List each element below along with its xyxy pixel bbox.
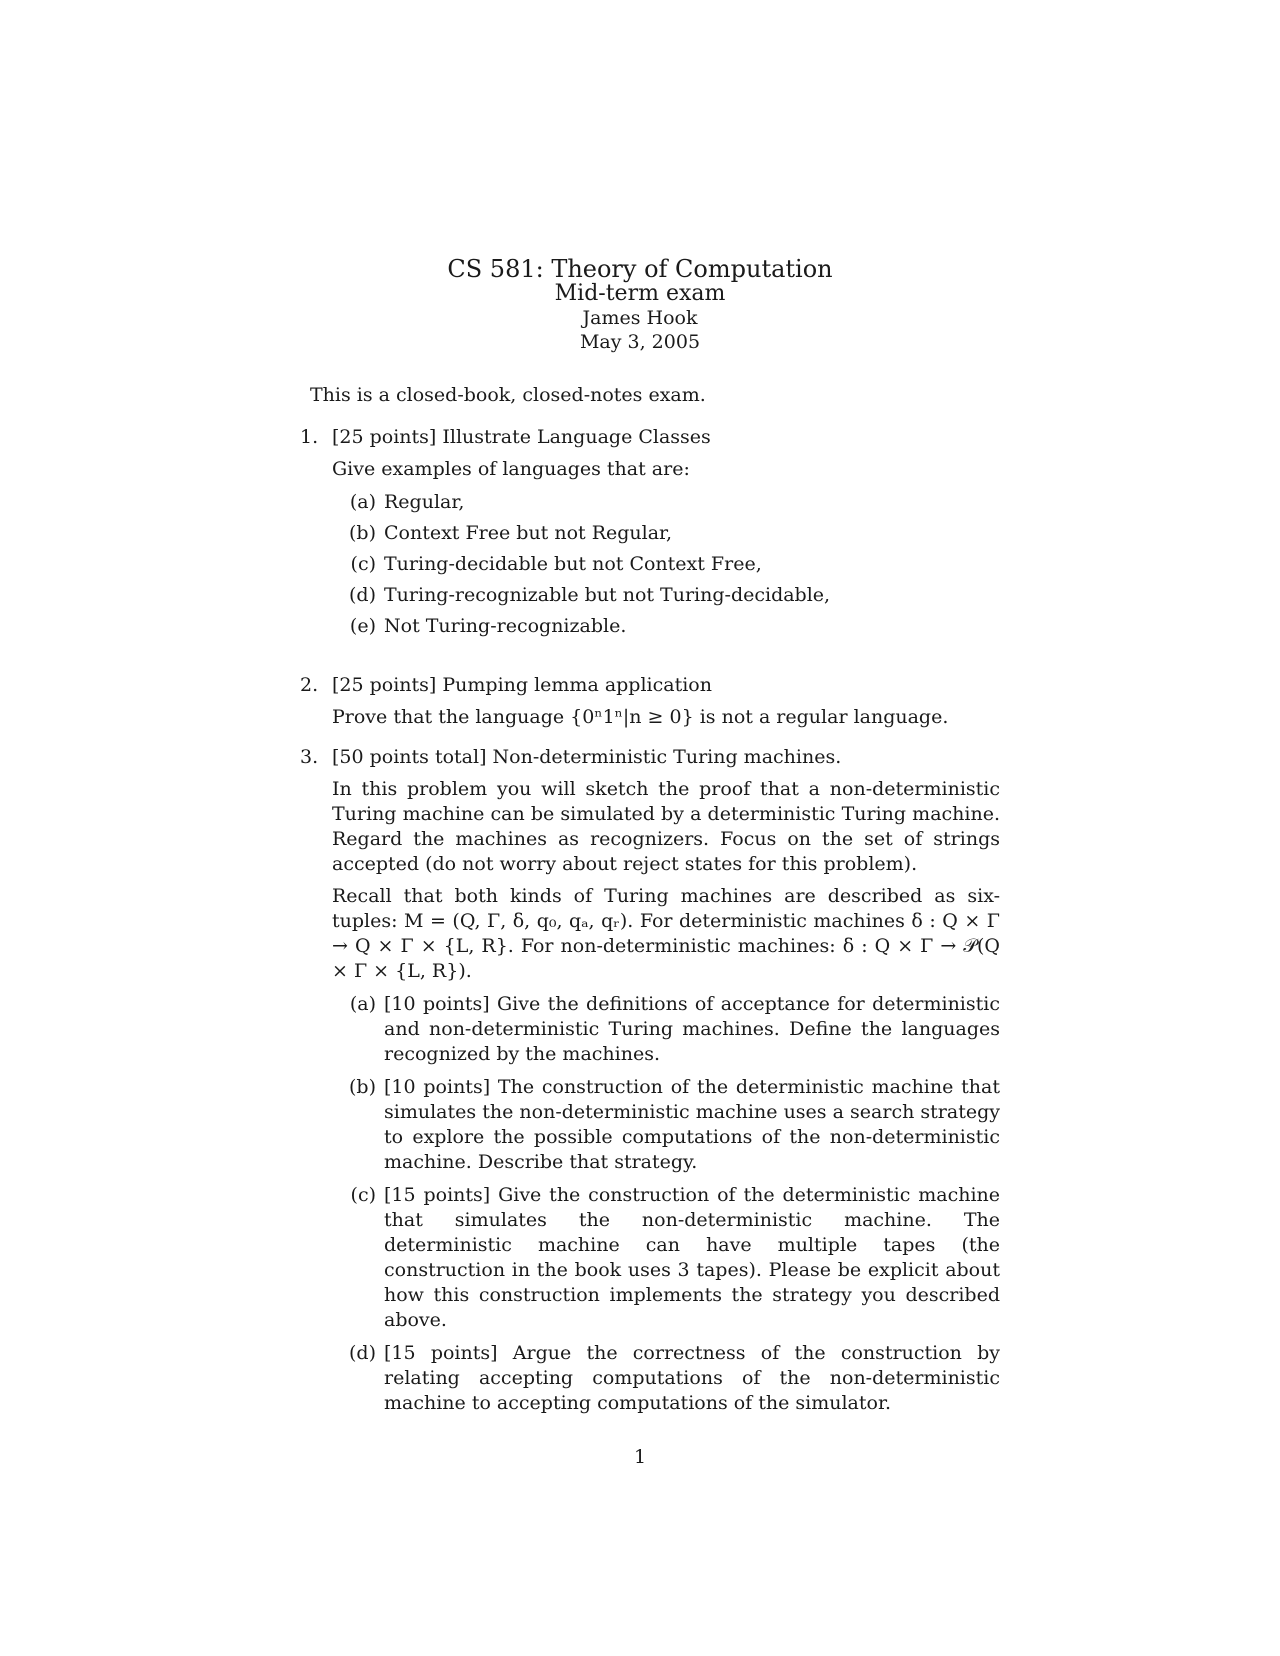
exam-date: May 3, 2005 — [579, 331, 701, 353]
question-3 — [300, 745, 1000, 1416]
question-number: 2. — [300, 674, 319, 696]
item-text: Regular, — [384, 491, 465, 513]
item-label: (a) — [349, 491, 376, 513]
course-title: CS 581: Theory of Computation — [447, 255, 833, 283]
list-item — [332, 1075, 1000, 1175]
question-prompt: Prove that the language {0ⁿ1ⁿ|n ≥ 0} is not a regular language. — [332, 706, 949, 728]
list-item — [332, 552, 1000, 577]
list-item — [332, 1183, 1000, 1333]
item-text: [10 points] The construction of the deterministic machine that simulates the non-deterministic machine uses a search strategy to explore the possible computations of the non-deterministic machine. Describe that strategy. — [384, 1076, 1000, 1173]
item-label: (d) — [349, 1342, 376, 1364]
question-heading: [50 points total] Non-deterministic Turing machines. — [332, 746, 842, 768]
question-1 — [300, 425, 1000, 639]
item-label: (d) — [349, 584, 376, 606]
question-paragraph: Recall that both kinds of Turing machines are described as six-tuples: M = (Q, Γ, δ, q₀, qₐ, qᵣ). For deterministic machines δ : Q × Γ → Q × Γ × {L, R}. For non-deterministic machines: δ : Q × Γ → 𝒫(Q × Γ × {L, R}). — [332, 885, 1000, 982]
list-item — [332, 992, 1000, 1067]
item-text: [10 points] Give the definitions of acceptance for deterministic and non-deterministic Turing machines. Define the languages recognized by the machines. — [384, 993, 1000, 1065]
question-paragraph: In this problem you will sketch the proof that a non-deterministic Turing machine can be simulated by a deterministic Turing machine. Regard the machines as recognizers. Focus on the set of strings accepted (do not worry about reject states for this problem). — [332, 778, 1000, 875]
list-item — [332, 1341, 1000, 1416]
question-heading: [25 points] Illustrate Language Classes — [332, 426, 711, 448]
item-label: (c) — [350, 1184, 376, 1206]
list-item — [332, 614, 1000, 639]
item-text: Turing-decidable but not Context Free, — [384, 553, 762, 575]
item-text: Context Free but not Regular, — [384, 522, 673, 544]
item-label: (c) — [350, 553, 376, 575]
author-name: James Hook — [582, 307, 698, 329]
question-2 — [300, 673, 1000, 730]
list-item — [332, 583, 1000, 608]
item-label: (e) — [349, 615, 376, 637]
item-text: Not Turing-recognizable. — [384, 615, 627, 637]
question-number: 3. — [300, 746, 319, 768]
question-heading: [25 points] Pumping lemma application — [332, 674, 712, 696]
exam-instructions: This is a closed-book, closed-notes exam. — [310, 384, 706, 406]
list-item — [332, 490, 1000, 515]
item-text: Turing-recognizable but not Turing-decidable, — [384, 584, 831, 606]
item-label: (b) — [349, 522, 376, 544]
item-text: [15 points] Argue the correctness of the construction by relating accepting computations of the non-deterministic machine to accepting computations of the simulator. — [384, 1342, 1000, 1414]
exam-header — [0, 256, 1280, 354]
exam-subtitle: Mid-term exam — [554, 281, 726, 306]
page-number: 1 — [633, 1446, 647, 1468]
item-text: [15 points] Give the construction of the deterministic machine that simulates the non-deterministic machine. The deterministic machine can have multiple tapes (the construction in the book uses 3 tapes). Please be explicit about how this construction implements the strategy you described above. — [384, 1184, 1000, 1331]
question-number: 1. — [300, 426, 319, 448]
list-item — [332, 521, 1000, 546]
item-label: (a) — [349, 993, 376, 1015]
question-prompt: Give examples of languages that are: — [332, 458, 690, 480]
item-label: (b) — [349, 1076, 376, 1098]
